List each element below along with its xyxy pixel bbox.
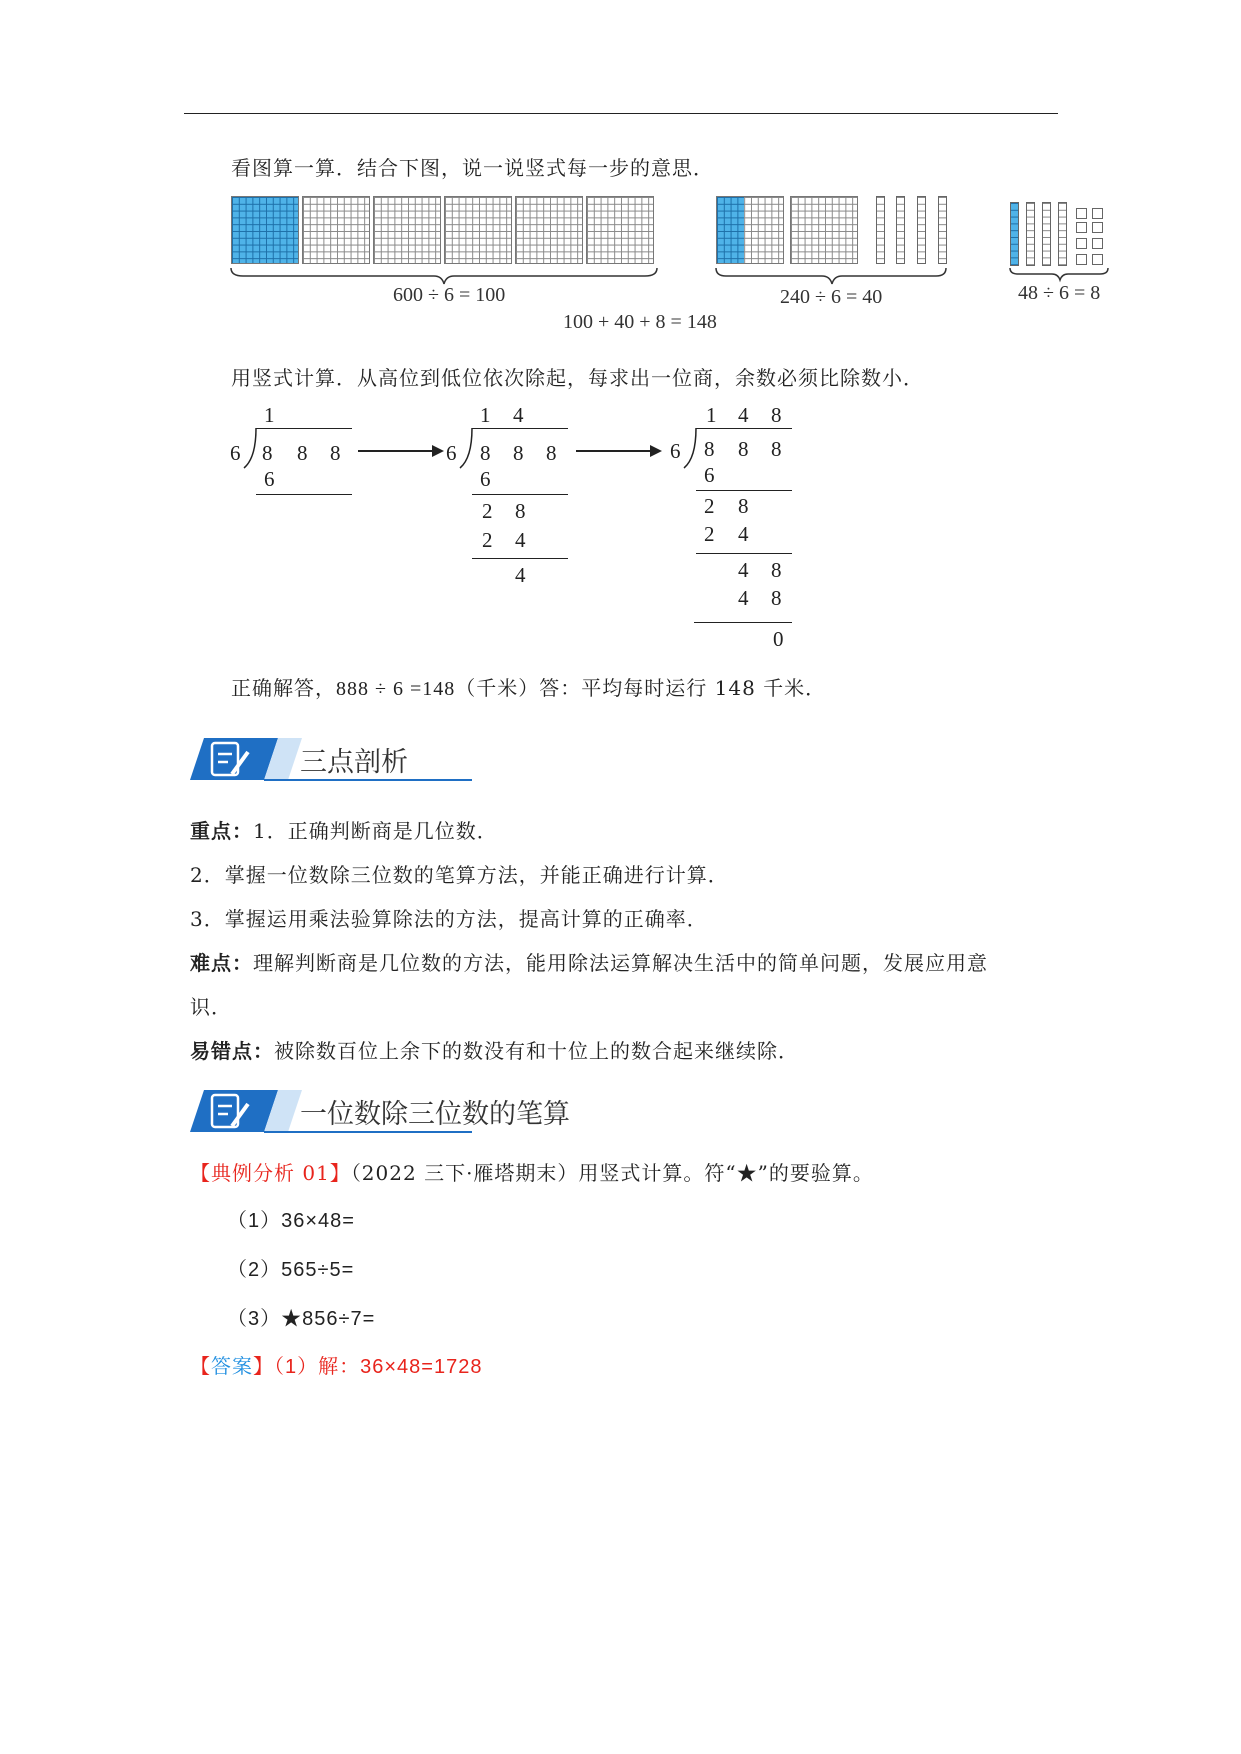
quotient-digit: 4 — [513, 403, 524, 427]
unit-cube — [1092, 238, 1103, 249]
dividend-digit: 8 — [513, 441, 524, 465]
subtrahend: 6 — [480, 467, 491, 491]
section-banner-analysis — [190, 734, 480, 786]
subtraction-line — [256, 494, 352, 495]
section-title: 三点剖析 — [300, 747, 408, 778]
answer-prefix: 正确解答， — [231, 676, 336, 700]
brace-2 — [714, 266, 950, 288]
hundred-block — [515, 196, 583, 264]
key-point-3: 3．掌握运用乘法验算除法的方法，提高计算的正确率． — [190, 907, 708, 931]
answer-text: （1）解：36×48=1728 — [274, 1356, 483, 1378]
division-bar — [472, 428, 568, 429]
ten-rod — [1026, 202, 1035, 266]
partial-shade — [717, 197, 744, 263]
intro-text: 看图算一算．结合下图，说一说竖式每一步的意思． — [231, 156, 714, 180]
method-text: 用竖式计算．从高位到低位依次除起，每求出一位商，余数必须比除数小． — [231, 366, 924, 390]
answer-bracket-open: 【 — [190, 1356, 211, 1378]
hard-point-cont: 识． — [190, 995, 232, 1019]
subtrahend-digit: 2 — [704, 522, 715, 546]
subtrahend: 6 — [264, 467, 275, 491]
remainder-digit: 4 — [515, 563, 526, 587]
arrow-2 — [576, 444, 664, 458]
subtraction-line — [472, 494, 568, 495]
example-item-1: （1）36×48= — [227, 1210, 355, 1232]
dividend-digit: 8 — [330, 441, 341, 465]
section-title: 一位数除三位数的笔算 — [300, 1099, 570, 1130]
division-bracket — [242, 428, 258, 470]
answer-suffix: （千米）答：平均每时运行 148 千米． — [455, 676, 827, 700]
hundred-block — [790, 196, 858, 264]
key-text: 1．正确判断商是几位数． — [253, 819, 498, 843]
ten-rod — [1058, 202, 1067, 266]
quotient-digit: 1 — [480, 403, 491, 427]
quotient-digit: 1 — [706, 403, 717, 427]
division-bracket — [682, 428, 698, 470]
dividend-digit: 8 — [704, 437, 715, 461]
division-bar — [696, 428, 792, 429]
example-header — [190, 1157, 874, 1186]
caption-3: 48 ÷ 6 = 8 — [1018, 282, 1101, 304]
error-label: 易错点： — [190, 1039, 274, 1063]
unit-cube — [1076, 238, 1087, 249]
answer-line — [231, 672, 826, 701]
remainder-digit: 8 — [738, 494, 749, 518]
remainder-digit: 8 — [515, 499, 526, 523]
caption-1: 600 ÷ 6 = 100 — [393, 284, 506, 306]
dividend-digit: 8 — [262, 441, 273, 465]
remainder-digit: 2 — [704, 494, 715, 518]
key-point-2: 2．掌握一位数除三位数的笔算方法，并能正确进行计算． — [190, 863, 729, 887]
example-item-3: （3）★856÷7= — [227, 1308, 376, 1330]
subtraction-line — [696, 553, 792, 554]
divisor: 6 — [446, 441, 457, 465]
subtraction-line — [694, 622, 792, 623]
example-tag: 【典例分析 01】 — [190, 1161, 351, 1185]
arrow-1 — [358, 444, 446, 458]
subtrahend-digit: 2 — [482, 528, 493, 552]
dividend-digit: 8 — [297, 441, 308, 465]
quotient-digit: 8 — [771, 403, 782, 427]
hard-label: 难点： — [190, 951, 253, 975]
ten-rod — [917, 196, 926, 264]
subtrahend-digit: 4 — [738, 586, 749, 610]
ten-rod — [1042, 202, 1051, 266]
division-bar — [256, 428, 352, 429]
unit-cube — [1092, 254, 1103, 265]
divisor: 6 — [670, 439, 681, 463]
subtraction-line — [696, 490, 792, 491]
dividend-digit: 8 — [738, 437, 749, 461]
key-point-1 — [190, 815, 498, 844]
quotient-digit: 4 — [738, 403, 749, 427]
answer-block — [190, 1350, 482, 1379]
unit-cube — [1076, 254, 1087, 265]
ten-rod-shaded — [1010, 202, 1019, 266]
remainder-digit: 8 — [771, 558, 782, 582]
dividend-digit: 8 — [480, 441, 491, 465]
header-rule — [184, 113, 1058, 114]
hundred-block-shaded — [231, 196, 299, 264]
hundred-block — [444, 196, 512, 264]
subtraction-line — [472, 558, 568, 559]
hundred-block — [586, 196, 654, 264]
answer-label: 答案 — [211, 1356, 253, 1378]
subtrahend-digit: 4 — [515, 528, 526, 552]
example-text: （2022 三下·雁塔期末）用竖式计算。符“★”的要验算。 — [350, 1161, 874, 1185]
example-item-2: （2）565÷5= — [227, 1259, 355, 1281]
unit-cube — [1076, 222, 1087, 233]
final-remainder: 0 — [773, 627, 784, 651]
ten-rod — [938, 196, 947, 264]
error-point — [190, 1035, 799, 1064]
key-label: 重点： — [190, 819, 253, 843]
hard-text: 理解判断商是几位数的方法，能用除法运算解决生活中的简单问题，发展应用意 — [253, 951, 988, 975]
dividend-digit: 8 — [546, 441, 557, 465]
ten-rod — [876, 196, 885, 264]
quotient-digit: 1 — [264, 403, 275, 427]
section-banner-topic — [190, 1086, 610, 1138]
unit-cube — [1076, 208, 1087, 219]
hundred-block — [373, 196, 441, 264]
division-bracket — [458, 428, 474, 470]
hard-point — [190, 947, 988, 976]
divisor: 6 — [230, 441, 241, 465]
hundred-block — [302, 196, 370, 264]
remainder-digit: 4 — [738, 558, 749, 582]
unit-cube — [1092, 222, 1103, 233]
subtrahend-digit: 8 — [771, 586, 782, 610]
answer-bracket-close: 】 — [253, 1356, 274, 1378]
dividend-digit: 8 — [771, 437, 782, 461]
subtrahend-digit: 4 — [738, 522, 749, 546]
caption-sum: 100 + 40 + 8 = 148 — [563, 311, 717, 333]
subtrahend: 6 — [704, 463, 715, 487]
remainder-digit: 2 — [482, 499, 493, 523]
unit-cube — [1092, 208, 1103, 219]
answer-expression: 888 ÷ 6 =148 — [336, 678, 456, 700]
error-text: 被除数百位上余下的数没有和十位上的数合起来继续除． — [274, 1039, 799, 1063]
ten-rod — [896, 196, 905, 264]
caption-2: 240 ÷ 6 = 40 — [780, 286, 883, 308]
